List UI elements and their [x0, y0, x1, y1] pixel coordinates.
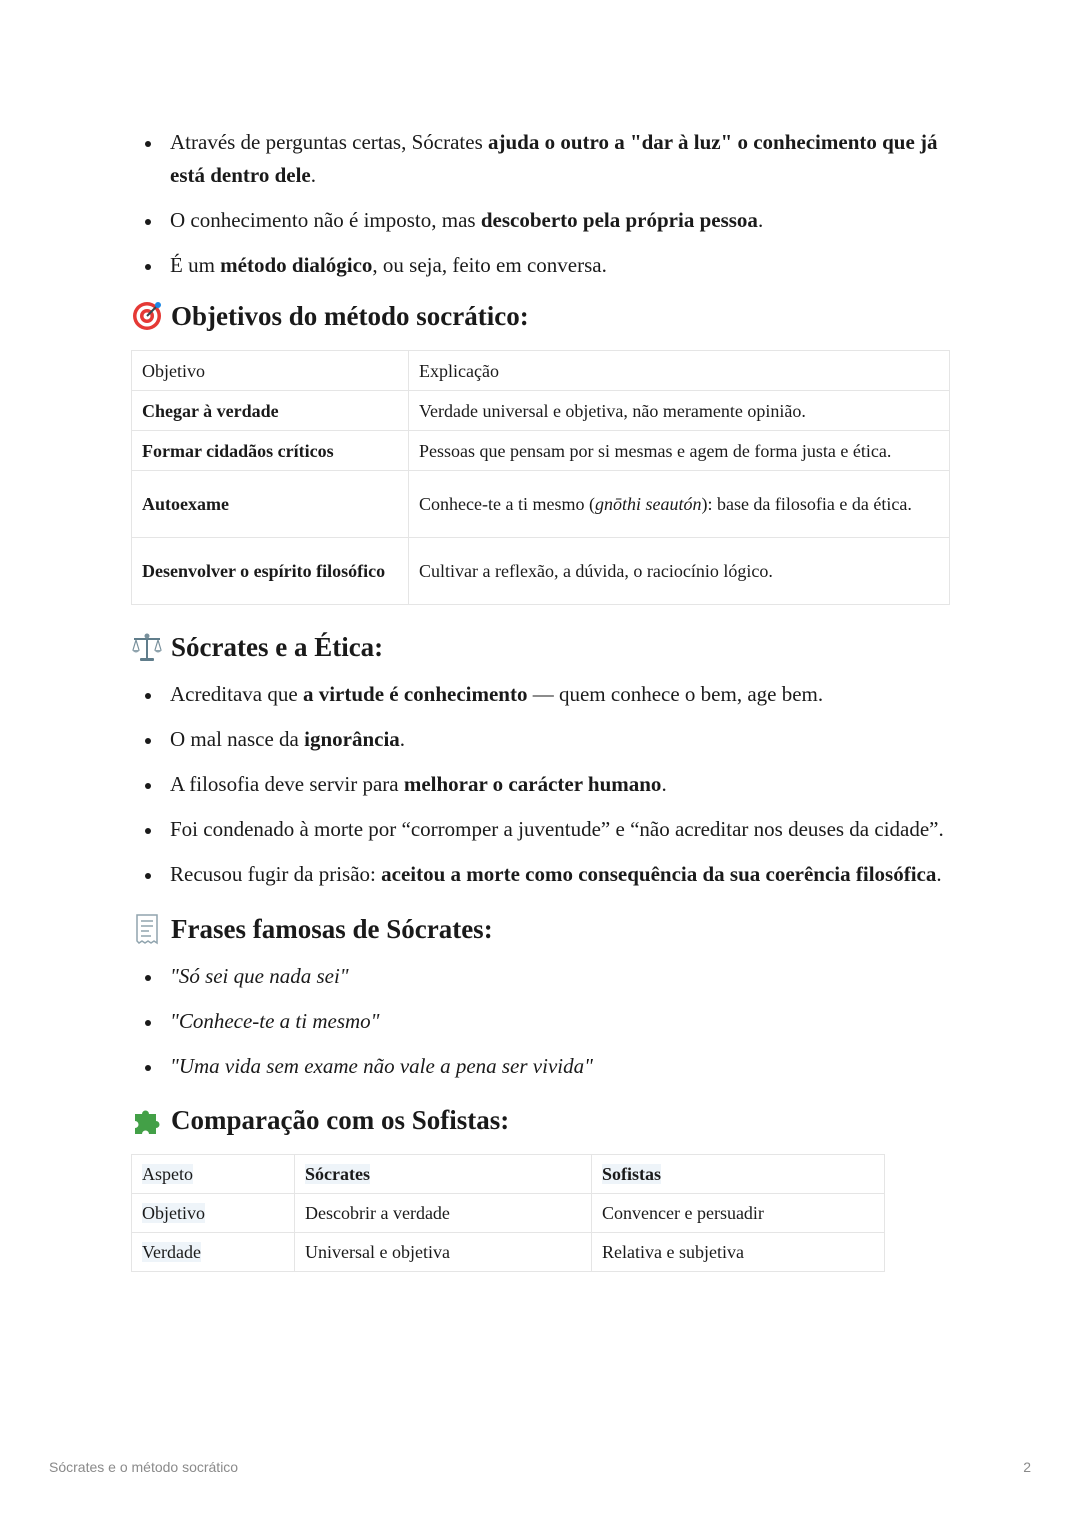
table-row: [132, 538, 950, 605]
table-cell: Convencer e persuadir: [592, 1194, 885, 1233]
list-item: O mal nasce da ignorância.: [131, 723, 951, 756]
quotes-list: [131, 960, 951, 1083]
objective-cell: Formar cidadãos críticos: [132, 431, 409, 471]
table-header-cell: Objetivo: [132, 351, 409, 391]
ethics-heading: Sócrates e a Ética:: [131, 629, 951, 665]
objective-cell: Autoexame: [132, 471, 409, 538]
list-item: Foi condenado à morte por “corromper a juventude” e “não acreditar nos deuses da cidade”.: [131, 813, 951, 846]
puzzle-piece-icon: [131, 1104, 163, 1136]
table-row: [132, 391, 950, 431]
list-item: "Conhece-te a ti mesmo": [131, 1005, 951, 1038]
table-row: [132, 471, 950, 538]
explanation-cell: Verdade universal e objetiva, não meramente opinião.: [409, 391, 950, 431]
intro-list: [131, 126, 951, 282]
table-header-cell: Sofistas: [592, 1155, 885, 1194]
explanation-cell: Pessoas que pensam por si mesmas e agem de forma justa e ética.: [409, 431, 950, 471]
objective-cell: Desenvolver o espírito filosófico: [132, 538, 409, 605]
ethics-list: [131, 678, 951, 891]
explanation-cell: Cultivar a reflexão, a dúvida, o raciocínio lógico.: [409, 538, 950, 605]
table-cell: Universal e objetiva: [295, 1233, 592, 1272]
table-header-cell: Aspeto: [132, 1155, 295, 1194]
page-content: [131, 126, 951, 1272]
list-item: Através de perguntas certas, Sócrates ajuda o outro a "dar à luz" o conhecimento que já está dentro dele.: [131, 126, 951, 192]
table-cell: Objetivo: [132, 1194, 295, 1233]
table-header-cell: Sócrates: [295, 1155, 592, 1194]
list-item: Recusou fugir da prisão: aceitou a morte como consequência da sua coerência filosófica.: [131, 858, 951, 891]
list-item: "Uma vida sem exame não vale a pena ser vivida": [131, 1050, 951, 1083]
target-icon: [131, 300, 163, 332]
comparison-table: [131, 1154, 885, 1272]
table-header-cell: Explicação: [409, 351, 950, 391]
table-header-row: [132, 351, 950, 391]
table-row: [132, 1233, 885, 1272]
balance-scale-icon: [131, 631, 163, 663]
comparison-heading: Comparação com os Sofistas:: [131, 1102, 951, 1138]
list-item: "Só sei que nada sei": [131, 960, 951, 993]
objectives-heading: Objetivos do método socrático:: [131, 298, 951, 334]
table-row: [132, 431, 950, 471]
objective-cell: Chegar à verdade: [132, 391, 409, 431]
table-cell: Relativa e subjetiva: [592, 1233, 885, 1272]
list-item: É um método dialógico, ou seja, feito em conversa.: [131, 249, 951, 282]
quotes-heading: Frases famosas de Sócrates:: [131, 911, 951, 947]
table-row: [132, 1194, 885, 1233]
footer-document-title: Sócrates e o método socrático: [49, 1459, 239, 1475]
objectives-table: [131, 350, 950, 605]
footer-page-number: 2: [1023, 1459, 1031, 1475]
list-item: O conhecimento não é imposto, mas descoberto pela própria pessoa.: [131, 204, 951, 237]
list-item: Acreditava que a virtude é conhecimento — quem conhece o bem, age bem.: [131, 678, 951, 711]
list-item: A filosofia deve servir para melhorar o carácter humano.: [131, 768, 951, 801]
table-cell: Descobrir a verdade: [295, 1194, 592, 1233]
table-header-row: [132, 1155, 885, 1194]
explanation-cell: Conhece-te a ti mesmo (gnōthi seautón): base da filosofia e da ética.: [409, 471, 950, 538]
table-cell: Verdade: [132, 1233, 295, 1272]
receipt-icon: [131, 913, 163, 945]
